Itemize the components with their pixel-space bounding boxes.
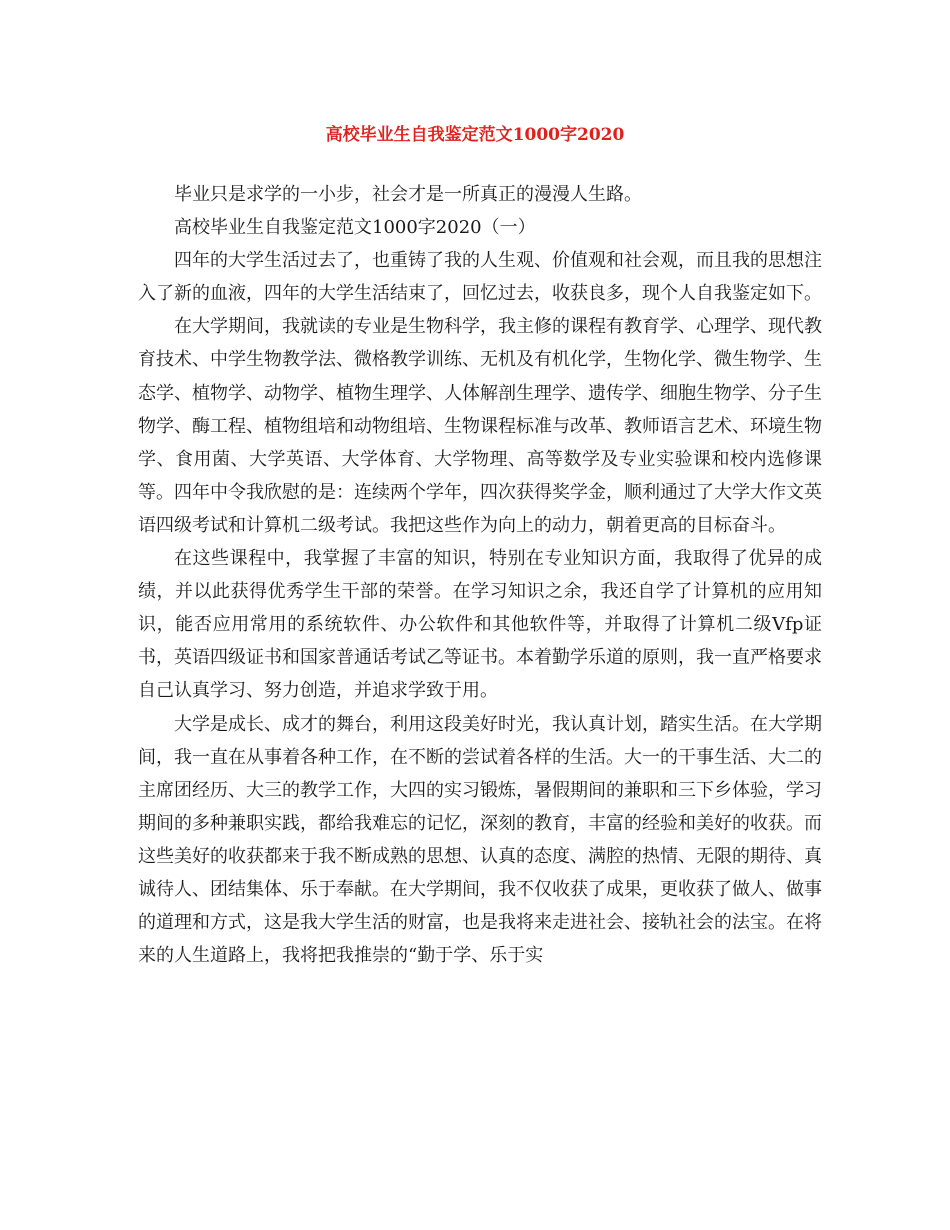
paragraph-intro: 毕业只是求学的一小步，社会才是一所真正的漫漫人生路。 [174,184,642,205]
document-body [138,178,822,972]
paragraph-subtitle: 高校毕业生自我鉴定范文1000字2020（一） [174,217,536,239]
paragraph-overview: 四年的大学生活过去了，也重铸了我的人生观、价值观和社会观，而且我的思想注入了新的血液，四年的大学生活结束了，回忆过去，收获良多，现个人自我鉴定如下。 [138,250,822,305]
document-title: 高校毕业生自我鉴定范文1000字2020 [325,125,625,145]
paragraph-experience: 大学是成长、成才的舞台，利用这段美好时光，我认真计划，踏实生活。在大学期间，我一直在从事着各种工作，在不断的尝试着各样的生活。大一的干事生活、大二的主席团经历、大三的教学工作，大四的实习锻炼，暑假期间的兼职和三下乡体验，学习期间的多种兼职实践，都给我难忘的记忆，深刻的教育，丰富的经验和美好的收获。而这些美好的收获都来于我不断成熟的思想、认真的态度、满腔的热情、无限的期待、真诚待人、团结集体、乐于奉献。在大学期间，我不仅收获了成果，更收获了做人、做事的道理和方式，这是我大学生活的财富，也是我将来走进社会、接轨社会的法宝。在将来的人生道路上，我将把我推崇的“勤于学、乐于实 [138,713,822,967]
paragraph-knowledge: 在这些课程中，我掌握了丰富的知识，特别在专业知识方面，我取得了优异的成绩，并以此获得优秀学生干部的荣誉。在学习知识之余，我还自学了计算机的应用知识，能否应用常用的系统软件、办公软件和其他软件等，并取得了计算机二级Vfp证书，英语四级证书和国家普通话考试乙等证书。本着勤学乐道的原则，我一直严格要求自己认真学习、努力创造，并追求学致于用。 [138,548,822,702]
paragraph-courses: 在大学期间，我就读的专业是生物科学，我主修的课程有教育学、心理学、现代教育技术、中学生物教学法、微格教学训练、无机及有机化学，生物化学、微生物学、生态学、植物学、动物学、植物生理学、人体解剖生理学、遗传学、细胞生物学、分子生物学、酶工程、植物组培和动物组培、生物课程标准与改革、教师语言艺术、环境生物学、食用菌、大学英语、大学体育、大学物理、高等数学及专业实验课和校内选修课等。四年中令我欣慰的是：连续两个学年，四次获得奖学金，顺利通过了大学大作文英语四级考试和计算机二级考试。我把这些作为向上的动力，朝着更高的目标奋斗。 [138,316,822,536]
